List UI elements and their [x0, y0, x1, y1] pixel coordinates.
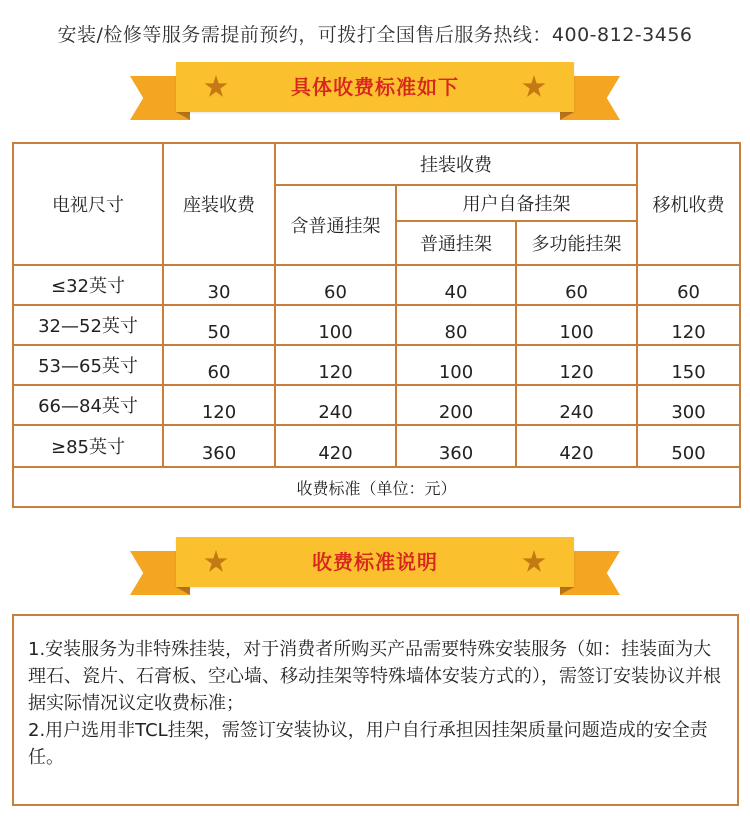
cell-move-fee: 500 [637, 425, 740, 467]
fee-explanation-banner [130, 537, 620, 601]
cell-move-fee: 150 [637, 345, 740, 385]
cell-user-common-fee: 80 [396, 305, 516, 345]
table-footer-row [13, 467, 740, 507]
banner-title: 具体收费标准如下 [291, 75, 459, 99]
cell-seat-fee: 60 [163, 345, 275, 385]
cell-seat-fee: 360 [163, 425, 275, 467]
banner-title: 收费标准说明 [312, 550, 438, 574]
cell-seat-fee: 120 [163, 385, 275, 425]
cell-size: ≥85英寸 [13, 425, 163, 467]
header-user-common-bracket: 普通挂架 [396, 221, 516, 265]
cell-user-common-fee: 200 [396, 385, 516, 425]
table-row [13, 385, 740, 425]
table-row [13, 345, 740, 385]
cell-user-common-fee: 40 [396, 265, 516, 305]
cell-user-multi-fee: 100 [516, 305, 637, 345]
service-hotline-notice: 安装/检修等服务需提前预约，可拨打全国售后服务热线：400-812-3456 [57, 24, 693, 46]
cell-move-fee: 300 [637, 385, 740, 425]
ribbon-body [176, 62, 574, 112]
cell-move-fee: 120 [637, 305, 740, 345]
cell-user-multi-fee: 240 [516, 385, 637, 425]
cell-common-bracket-fee: 100 [275, 305, 396, 345]
ribbon-body [176, 537, 574, 587]
header-user-bracket: 用户自备挂架 [396, 185, 637, 221]
note-item-2: 2.用户选用非TCL挂架，需签订安装协议，用户自行承担因挂架质量问题造成的安全责任。 [28, 720, 708, 768]
cell-user-common-fee: 360 [396, 425, 516, 467]
header-seat-fee: 座装收费 [163, 143, 275, 265]
cell-common-bracket-fee: 60 [275, 265, 396, 305]
cell-size: 32—52英寸 [13, 305, 163, 345]
table-row [13, 425, 740, 467]
fee-notes-box [12, 614, 739, 806]
cell-size: 53—65英寸 [13, 345, 163, 385]
cell-size: ≤32英寸 [13, 265, 163, 305]
cell-seat-fee: 30 [163, 265, 275, 305]
table-row [13, 265, 740, 305]
cell-common-bracket-fee: 120 [275, 345, 396, 385]
fee-standard-banner [130, 62, 620, 126]
cell-move-fee: 60 [637, 265, 740, 305]
cell-common-bracket-fee: 420 [275, 425, 396, 467]
cell-user-common-fee: 100 [396, 345, 516, 385]
cell-user-multi-fee: 120 [516, 345, 637, 385]
header-mount-fee: 挂装收费 [275, 143, 637, 185]
header-common-bracket-included: 含普通挂架 [275, 185, 396, 265]
cell-user-multi-fee: 420 [516, 425, 637, 467]
header-move-fee: 移机收费 [637, 143, 740, 265]
fee-table [12, 142, 741, 508]
table-row [13, 305, 740, 345]
header-tv-size: 电视尺寸 [13, 143, 163, 265]
table-unit-caption: 收费标准（单位：元） [13, 467, 740, 507]
cell-seat-fee: 50 [163, 305, 275, 345]
cell-size: 66—84英寸 [13, 385, 163, 425]
note-item-1: 1.安装服务为非特殊挂装，对于消费者所购买产品需要特殊安装服务（如：挂装面为大理石、瓷片、石膏板、空心墙、移动挂架等特殊墙体安装方式的），需签订安装协议并根据实际情况议定收费标准； [28, 639, 721, 714]
header-user-multi-bracket: 多功能挂架 [516, 221, 637, 265]
cell-user-multi-fee: 60 [516, 265, 637, 305]
cell-common-bracket-fee: 240 [275, 385, 396, 425]
